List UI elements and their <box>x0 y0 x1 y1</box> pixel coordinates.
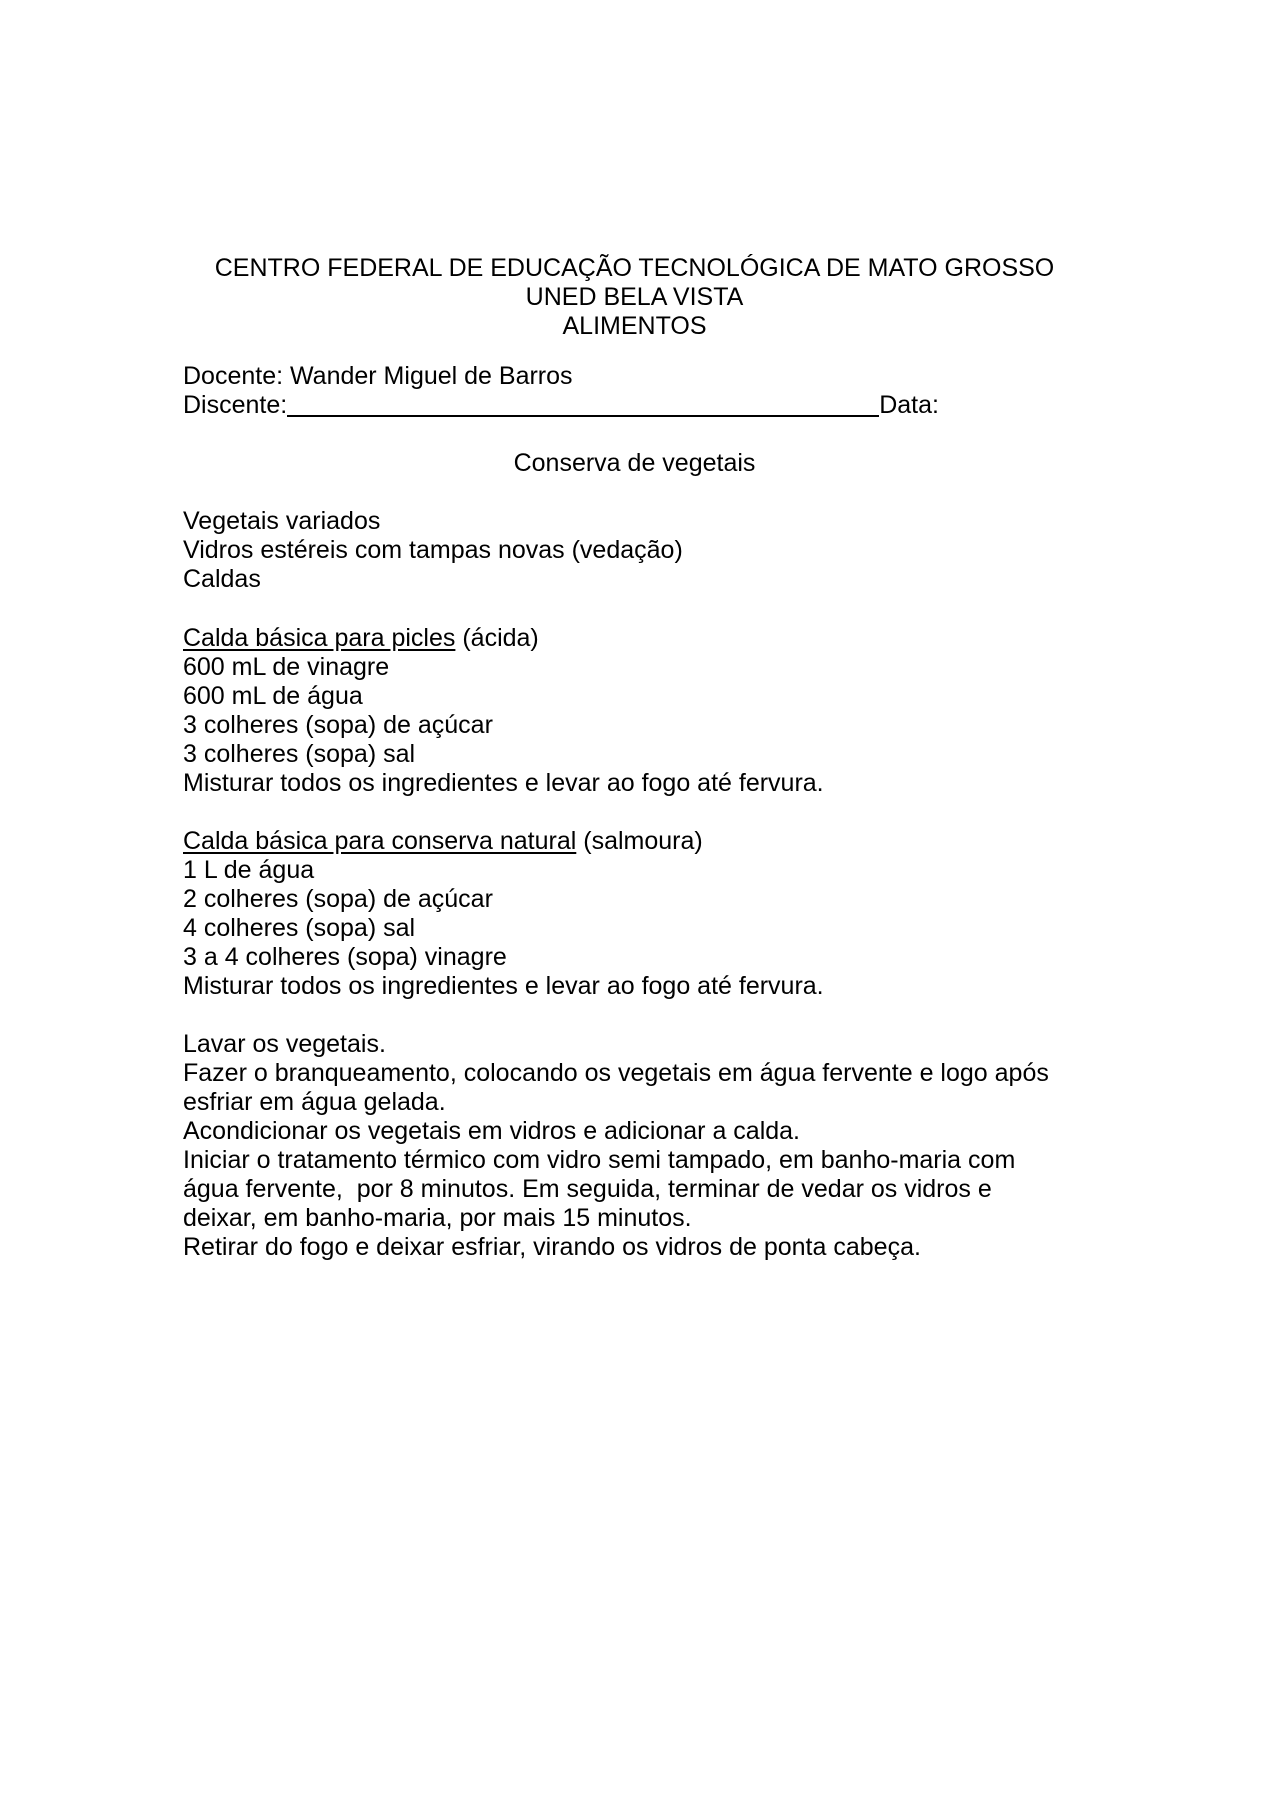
list-item: Vidros estéreis com tampas novas (vedação) <box>183 536 683 564</box>
list-item: 3 a 4 colheres (sopa) vinagre <box>183 943 507 971</box>
procedure-step: Acondicionar os vegetais em vidros e adicionar a calda. <box>183 1117 801 1145</box>
course-name: ALIMENTOS <box>562 312 707 340</box>
pickle-heading-suffix: (ácida) <box>455 624 539 652</box>
natural-heading-suffix: (salmoura) <box>576 827 703 855</box>
document-title: Conserva de vegetais <box>513 449 756 477</box>
document-title-block <box>183 449 1086 478</box>
data-label: Data: <box>879 391 939 419</box>
procedure-step: esfriar em água gelada. <box>183 1088 446 1116</box>
discente-label: Discente: <box>183 391 288 419</box>
natural-heading-title: Calda básica para conserva natural <box>183 827 577 855</box>
procedure-step: Fazer o branqueamento, colocando os vegetais em água fervente e logo após <box>183 1059 1049 1087</box>
list-item: 600 mL de vinagre <box>183 653 390 681</box>
discente-blank[interactable] <box>287 393 879 417</box>
procedure-step: Iniciar o tratamento térmico com vidro semi tampado, em banho-maria com <box>183 1146 1016 1174</box>
list-item: 4 colheres (sopa) sal <box>183 914 416 942</box>
procedure-step: Lavar os vegetais. <box>183 1030 386 1058</box>
procedure-step: deixar, em banho-maria, por mais 15 minutos. <box>183 1204 692 1232</box>
natural-recipe <box>183 827 1086 1001</box>
list-item: Vegetais variados <box>183 507 381 535</box>
procedure-block <box>183 1030 1086 1262</box>
list-item: Misturar todos os ingredientes e levar ao fogo até fervura. <box>183 769 824 797</box>
list-item: 600 mL de água <box>183 682 363 710</box>
list-item: Caldas <box>183 565 261 593</box>
list-item: Misturar todos os ingredientes e levar ao fogo até fervura. <box>183 972 824 1000</box>
procedure-step: água fervente, por 8 minutos. Em seguida, terminar de vedar os vidros e <box>183 1175 992 1203</box>
discente-line <box>183 391 1086 420</box>
pickle-heading <box>183 624 1086 653</box>
pickle-recipe <box>183 624 1086 798</box>
institution-name: CENTRO FEDERAL DE EDUCAÇÃO TECNOLÓGICA DE MATO GROSSO <box>214 254 1055 282</box>
campus-name: UNED BELA VISTA <box>525 283 744 311</box>
institution-header <box>183 254 1086 341</box>
materials-list <box>183 507 1086 594</box>
list-item: 3 colheres (sopa) sal <box>183 740 416 768</box>
pickle-heading-title: Calda básica para picles <box>183 624 456 652</box>
list-item: 2 colheres (sopa) de açúcar <box>183 885 493 913</box>
docente-line: Docente: Wander Miguel de Barros <box>183 362 573 390</box>
natural-heading <box>183 827 1086 856</box>
procedure-step: Retirar do fogo e deixar esfriar, virando os vidros de ponta cabeça. <box>183 1233 921 1261</box>
list-item: 3 colheres (sopa) de açúcar <box>183 711 493 739</box>
list-item: 1 L de água <box>183 856 315 884</box>
meta-block <box>183 362 1086 420</box>
